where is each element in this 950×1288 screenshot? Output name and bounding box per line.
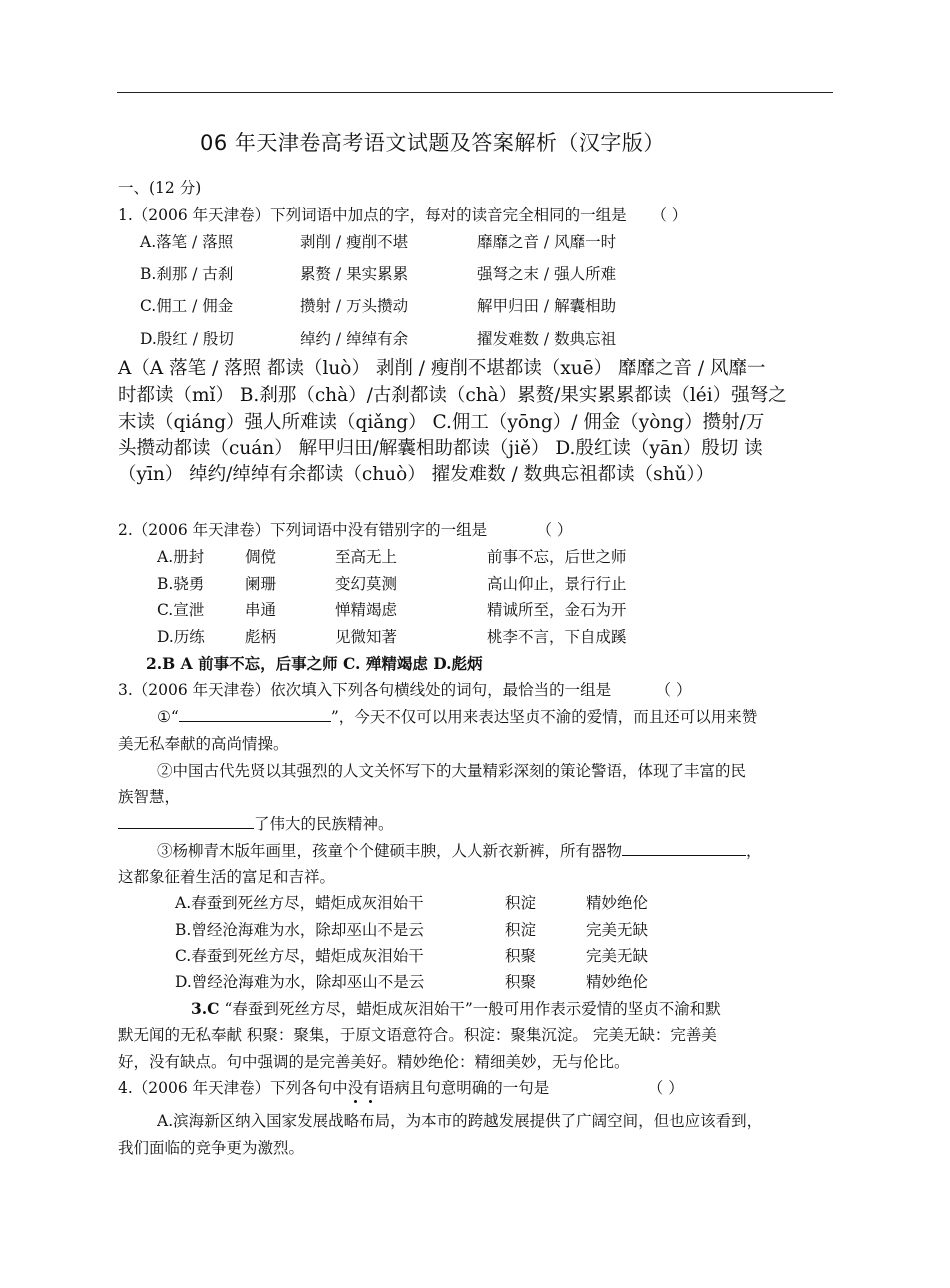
q1-answer-line: 头攒动都读（cuán） 解甲归田/解囊相助都读（jiě） D.殷红读（yān）殷切 读 <box>118 438 763 459</box>
q3-answer-line-2: 默无闻的无私奉献 积聚：聚集，于原文语意符合。积淀：聚集沉淀。 完美无缺：完善美 <box>118 1026 717 1044</box>
q1-option-b-1: B.刹那 / 古刹 <box>140 265 234 283</box>
q2-option-c-4: 精诚所至，金石为开 <box>487 601 627 619</box>
header-rule <box>117 92 833 93</box>
q3-option-c-2: 积聚 <box>505 947 537 965</box>
section-label: 一、(12 分) <box>118 179 202 197</box>
q1-answer-line: （yīn） 绰约/绰绰有余都读（chuò） 擢发难数 / 数典忘祖都读（shǔ）） <box>118 464 715 485</box>
q3-option-b-2: 积淀 <box>505 921 537 939</box>
q3-sentence-3: ③杨柳青木版年画里，孩童个个健硕丰腴，人人新衣新裤，所有器物 ， <box>157 842 762 860</box>
q1-option-c-3: 解甲归田 / 解囊相助 <box>477 297 617 315</box>
q2-option-d-2: 彪柄 <box>245 628 277 646</box>
q4-stem: 4.（2006 年天津卷）下列各句中没有语病且句意明确的一句是 （ ） <box>118 1079 684 1097</box>
q1-answer-line: 时都读（mǐ） B.刹那（chà）/古刹都读（chà）累赘/果实累累都读（léi）强弩之 <box>118 385 787 406</box>
q3-sentence-1: ①“ ”，今天不仅可以用来表达坚贞不渝的爱情，而且还可以用来赞 <box>157 708 758 726</box>
q3-option-d-3: 精妙绝伦 <box>586 973 649 991</box>
q1-stem: 1.（2006 年天津卷）下列词语中加点的字，每对的读音完全相同的一组是 （ ） <box>118 206 688 224</box>
q3-option-c-1: C.春蚕到死丝方尽，蜡炬成灰泪始干 <box>175 947 424 965</box>
q3-option-c-3: 完美无缺 <box>586 947 649 965</box>
q3-sentence-2: ②中国古代先贤以其强烈的人文关怀写下的大量精彩深刻的策论警语，体现了丰富的民 <box>157 762 747 780</box>
q2-option-a-1: A.册封 <box>157 548 205 566</box>
q2-option-a-4: 前事不忘，后世之师 <box>487 548 627 566</box>
q2-option-b-2: 阑珊 <box>245 575 277 593</box>
q1-option-a-3: 靡靡之音 / 风靡一时 <box>477 233 617 251</box>
q1-option-b-3: 强弩之末 / 强人所难 <box>477 265 617 283</box>
q2-option-b-4: 高山仰止，景行行止 <box>487 575 627 593</box>
q2-option-a-3: 至高无上 <box>335 548 398 566</box>
q3-option-d-1: D.曾经沧海难为水，除却巫山不是云 <box>175 973 425 991</box>
q1-option-d-1: D.殷红 / 殷切 <box>140 330 234 348</box>
q1-option-d-3: 擢发难数 / 数典忘祖 <box>477 330 617 348</box>
q3-sentence-2-cont: 族智慧， <box>118 788 181 806</box>
q1-option-b-2: 累赘 / 果实累累 <box>300 265 409 283</box>
q3-answer-line-1: 3.C “春蚕到死丝方尽，蜡炬成灰泪始干”一般可用作表示爱情的坚贞不渝和默 <box>191 999 721 1018</box>
q3-option-a-1: A.春蚕到死丝方尽，蜡炬成灰泪始干 <box>175 894 424 912</box>
q3-option-d-2: 积聚 <box>505 973 537 991</box>
q3-sentence-1-cont: 美无私奉献的高尚情操。 <box>118 735 289 753</box>
q3-sentence-3-cont: 这都象征着生活的富足和吉祥。 <box>118 868 336 886</box>
q2-option-c-1: C.宣泄 <box>157 601 205 619</box>
q2-option-d-1: D.历练 <box>157 628 205 646</box>
q3-blank-1 <box>179 720 331 722</box>
q3-blank-3 <box>622 854 746 856</box>
q3-answer-line-3: 好，没有缺点。句中强调的是完善美好。精妙绝伦：精细美妙，无与伦比。 <box>118 1053 630 1071</box>
q2-option-d-3: 见微知著 <box>335 628 398 646</box>
q3-option-b-1: B.曾经沧海难为水，除却巫山不是云 <box>175 921 424 939</box>
q1-option-c-1: C.佣工 / 佣金 <box>140 297 234 315</box>
q1-option-a-1: A.落笔 / 落照 <box>140 233 234 251</box>
q2-answer: 2.B A 前事不忘，后事之师 C. 殚精竭虑 D.彪炳 <box>146 654 483 673</box>
q1-option-a-2: 剥削 / 瘦削不堪 <box>300 233 409 251</box>
q1-answer-line: 末读（qiáng）强人所难读（qiǎng） C.佣工（yōng）/ 佣金（yòng）攒射/万 <box>118 412 765 433</box>
q2-stem: 2.（2006 年天津卷）下列词语中没有错别字的一组是 （ ） <box>118 521 573 539</box>
q3-sentence-2-line3: 了伟大的民族精神。 <box>118 814 394 834</box>
q1-option-c-2: 攒射 / 万头攒动 <box>300 297 409 315</box>
q3-option-b-3: 完美无缺 <box>586 921 649 939</box>
q4-option-a-line-1: A.滨海新区纳入国家发展战略布局，为本市的跨越发展提供了广阔空间，但也应该看到， <box>157 1112 763 1130</box>
q3-option-a-2: 积淀 <box>505 894 537 912</box>
q2-option-b-3: 变幻莫测 <box>335 575 398 593</box>
q2-option-b-1: B.骁勇 <box>157 575 205 593</box>
q3-blank-2 <box>118 827 254 829</box>
q2-option-a-2: 倜傥 <box>245 548 277 566</box>
q4-option-a-line-2: 我们面临的竞争更为激烈。 <box>118 1139 305 1157</box>
q2-option-c-3: 惮精竭虑 <box>335 601 398 619</box>
page-title: 06 年天津卷高考语文试题及答案解析（汉字版） <box>200 131 665 155</box>
q1-answer-line: A（A 落笔 / 落照 都读（luò） 剥削 / 瘦削不堪都读（xuē） 靡靡之音 / 风靡一 <box>118 358 766 379</box>
q2-option-d-4: 桃李不言，下自成蹊 <box>487 628 627 646</box>
q2-option-c-2: 串通 <box>245 601 277 619</box>
q3-option-a-3: 精妙绝伦 <box>586 894 649 912</box>
q3-stem: 3.（2006 年天津卷）依次填入下列各句横线处的词句，最恰当的一组是 （ ） <box>118 681 692 699</box>
q1-option-d-2: 绰约 / 绰绰有余 <box>300 330 409 348</box>
